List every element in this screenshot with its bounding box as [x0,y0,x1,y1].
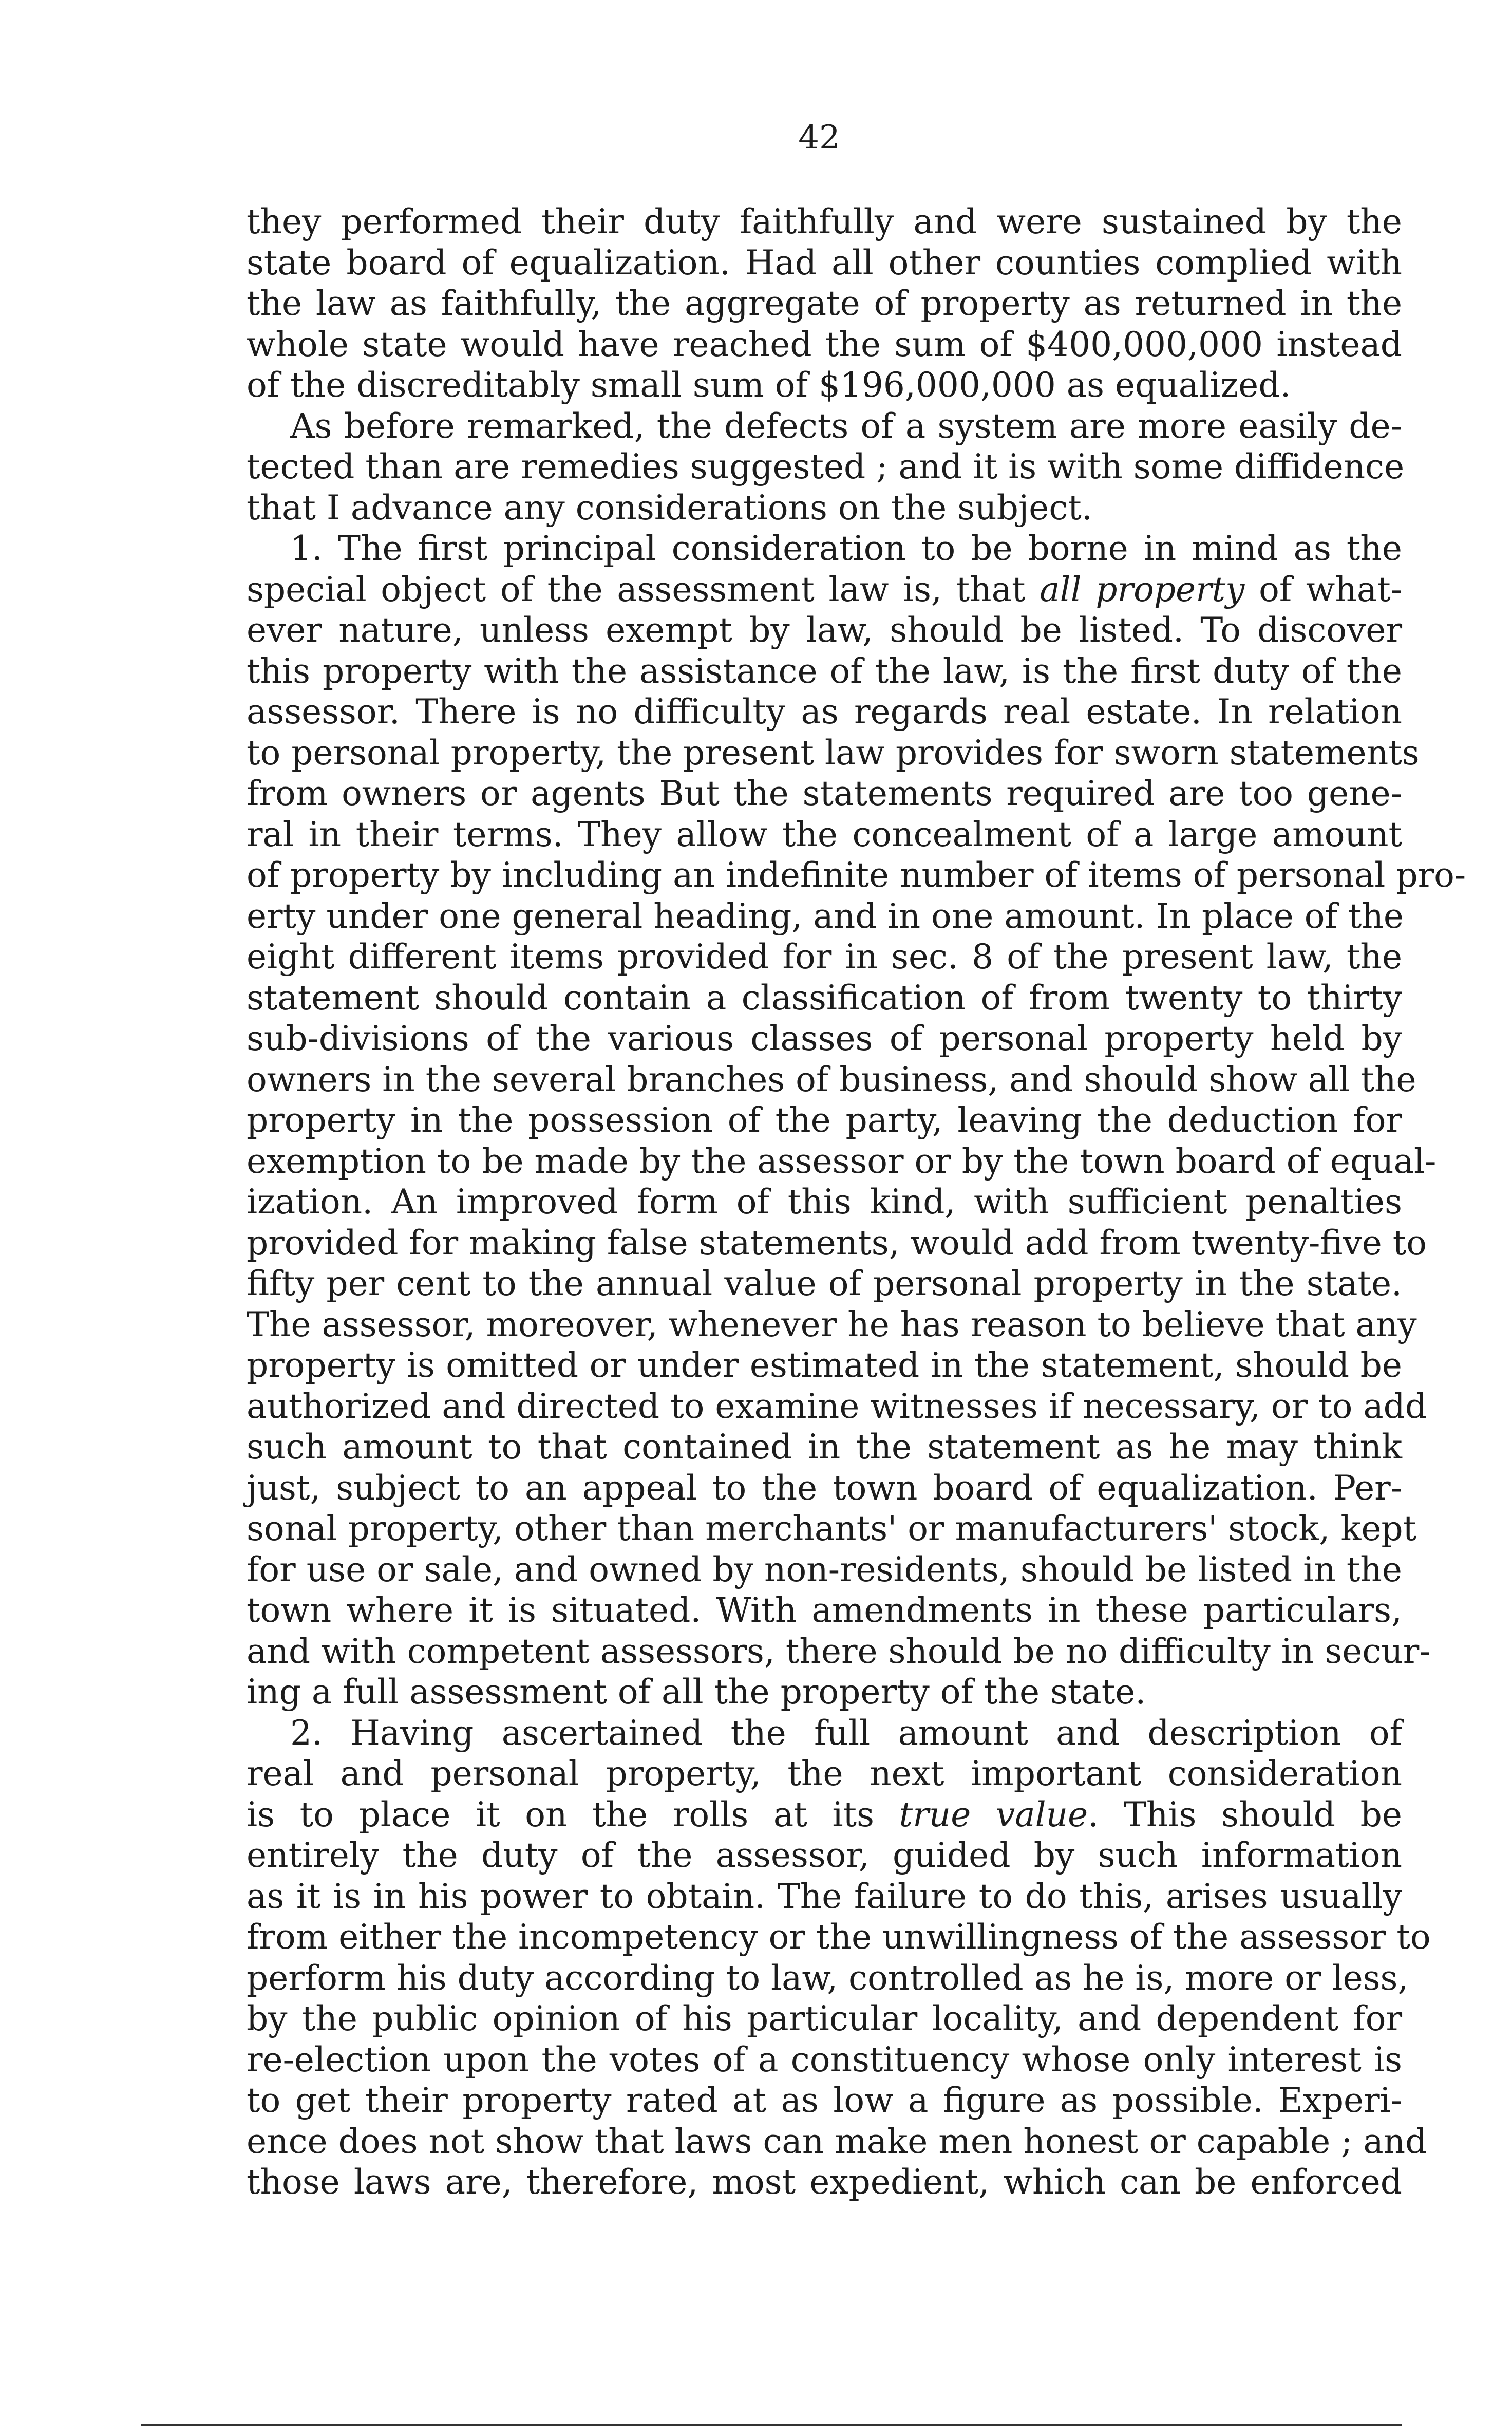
text-line: to get their property rated at as low a figure as possible. Experi- [247,2081,1402,2120]
text-line: ization. An improved form of this kind, with sufficient penalties [247,1182,1402,1222]
text-line: from either the incompetency or the unwillingness of the assessor to [247,1917,1431,1957]
text-line: ever nature, unless exempt by law, should be listed. To discover [247,610,1402,650]
text-line: exemption to be made by the assessor or by the town board of equal- [247,1141,1437,1181]
text-line: fifty per cent to the annual value of personal property in the state. [247,1264,1402,1303]
text-line [247,1794,1402,1835]
text-segment: is to place it on the rolls at its [247,1794,899,1834]
text-line: assessor. There is no difficulty as regards real estate. In relation [247,692,1402,732]
text-line: statement should contain a classification of from twenty to thirty [247,978,1402,1018]
body-text [247,201,1466,2203]
text-line: owners in the several branches of business, and should show all the [247,1059,1416,1099]
text-segment: of what- [1244,569,1403,609]
text-line: they performed their duty faithfully and were sustained by the [247,202,1402,241]
text-line: property in the possession of the party, leaving the deduction for [247,1100,1402,1140]
text-line: ence does not show that laws can make men honest or capable ; and [247,2121,1427,2161]
text-line: state board of equalization. Had all other counties complied with [247,242,1402,283]
text-line: authorized and directed to examine witnesses if necessary, or to add [247,1386,1427,1426]
text-line: whole state would have reached the sum of $400,000,000 instead [247,324,1402,364]
text-line: sub-divisions of the various classes of personal property held by [247,1019,1402,1058]
text-line: those laws are, therefore, most expedient, which can be enforced [247,2162,1402,2202]
emphasized-text: all property [1040,569,1245,609]
text-line: The assessor, moreover, whenever he has reason to believe that any [247,1304,1417,1344]
text-line: just, subject to an appeal to the town board of equalization. Per- [247,1468,1402,1508]
text-line: 1. The first principal consideration to be borne in mind as the [290,529,1402,568]
text-line: eight different items provided for in sec. 8 of the present law, the [247,937,1402,977]
text-line: to personal property, the present law provides for sworn statements [247,733,1420,773]
text-line: by the public opinion of his particular locality, and dependent for [247,1999,1402,2038]
text-line: real and personal property, the next important consideration [247,1754,1402,1793]
text-line: perform his duty according to law, controlled as he is, more or less, [247,1958,1409,1998]
text-line: that I advance any considerations on the subject. [247,488,1092,528]
text-line: from owners or agents But the statements required are too gene- [247,774,1402,813]
emphasized-text: true value [899,1794,1088,1834]
text-line: town where it is situated. With amendments in these particulars, [247,1590,1402,1630]
text-line: of the discreditably small sum of $196,000,000 as equalized. [247,365,1291,405]
text-line: 2. Having ascertained the full amount and description of [290,1713,1402,1753]
text-line: ing a full assessment of all the property of the state. [247,1672,1146,1712]
text-line: tected than are remedies suggested ; and it is with some diffidence [247,447,1405,486]
text-line: re-election upon the votes of a constituency whose only interest is [247,2039,1402,2080]
text-line: for use or sale, and owned by non-residents, should be listed in the [247,1549,1402,1589]
text-line: such amount to that contained in the statement as he may think [247,1427,1402,1467]
text-line: entirely the duty of the assessor, guided by such information [247,1835,1402,1875]
text-line: this property with the assistance of the law, is the first duty of the [247,651,1402,691]
text-segment: special object of the assessment law is, that [247,569,1040,609]
text-line: sonal property, other than merchants' or manufacturers' stock, kept [247,1509,1417,1548]
text-segment: . This should be [1088,1794,1402,1834]
text-line: as it is in his power to obtain. The failure to do this, arises usually [247,1876,1402,1916]
text-line [247,569,1402,610]
text-line: of property by including an indefinite number of items of personal pro- [247,855,1466,895]
text-line: ral in their terms. They allow the concealment of a large amount [247,814,1402,854]
text-line: and with competent assessors, there should be no difficulty in secur- [247,1631,1431,1671]
text-line: provided for making false statements, would add from twenty-five to [247,1223,1427,1263]
text-line: erty under one general heading, and in one amount. In place of the [247,896,1404,936]
footer-rule [141,2424,1402,2426]
text-line: property is omitted or under estimated in the statement, should be [247,1345,1402,1385]
page-number: 42 [798,119,840,157]
text-line: the law as faithfully, the aggregate of property as returned in the [247,284,1402,323]
text-line: As before remarked, the defects of a system are more easily de- [290,406,1402,446]
